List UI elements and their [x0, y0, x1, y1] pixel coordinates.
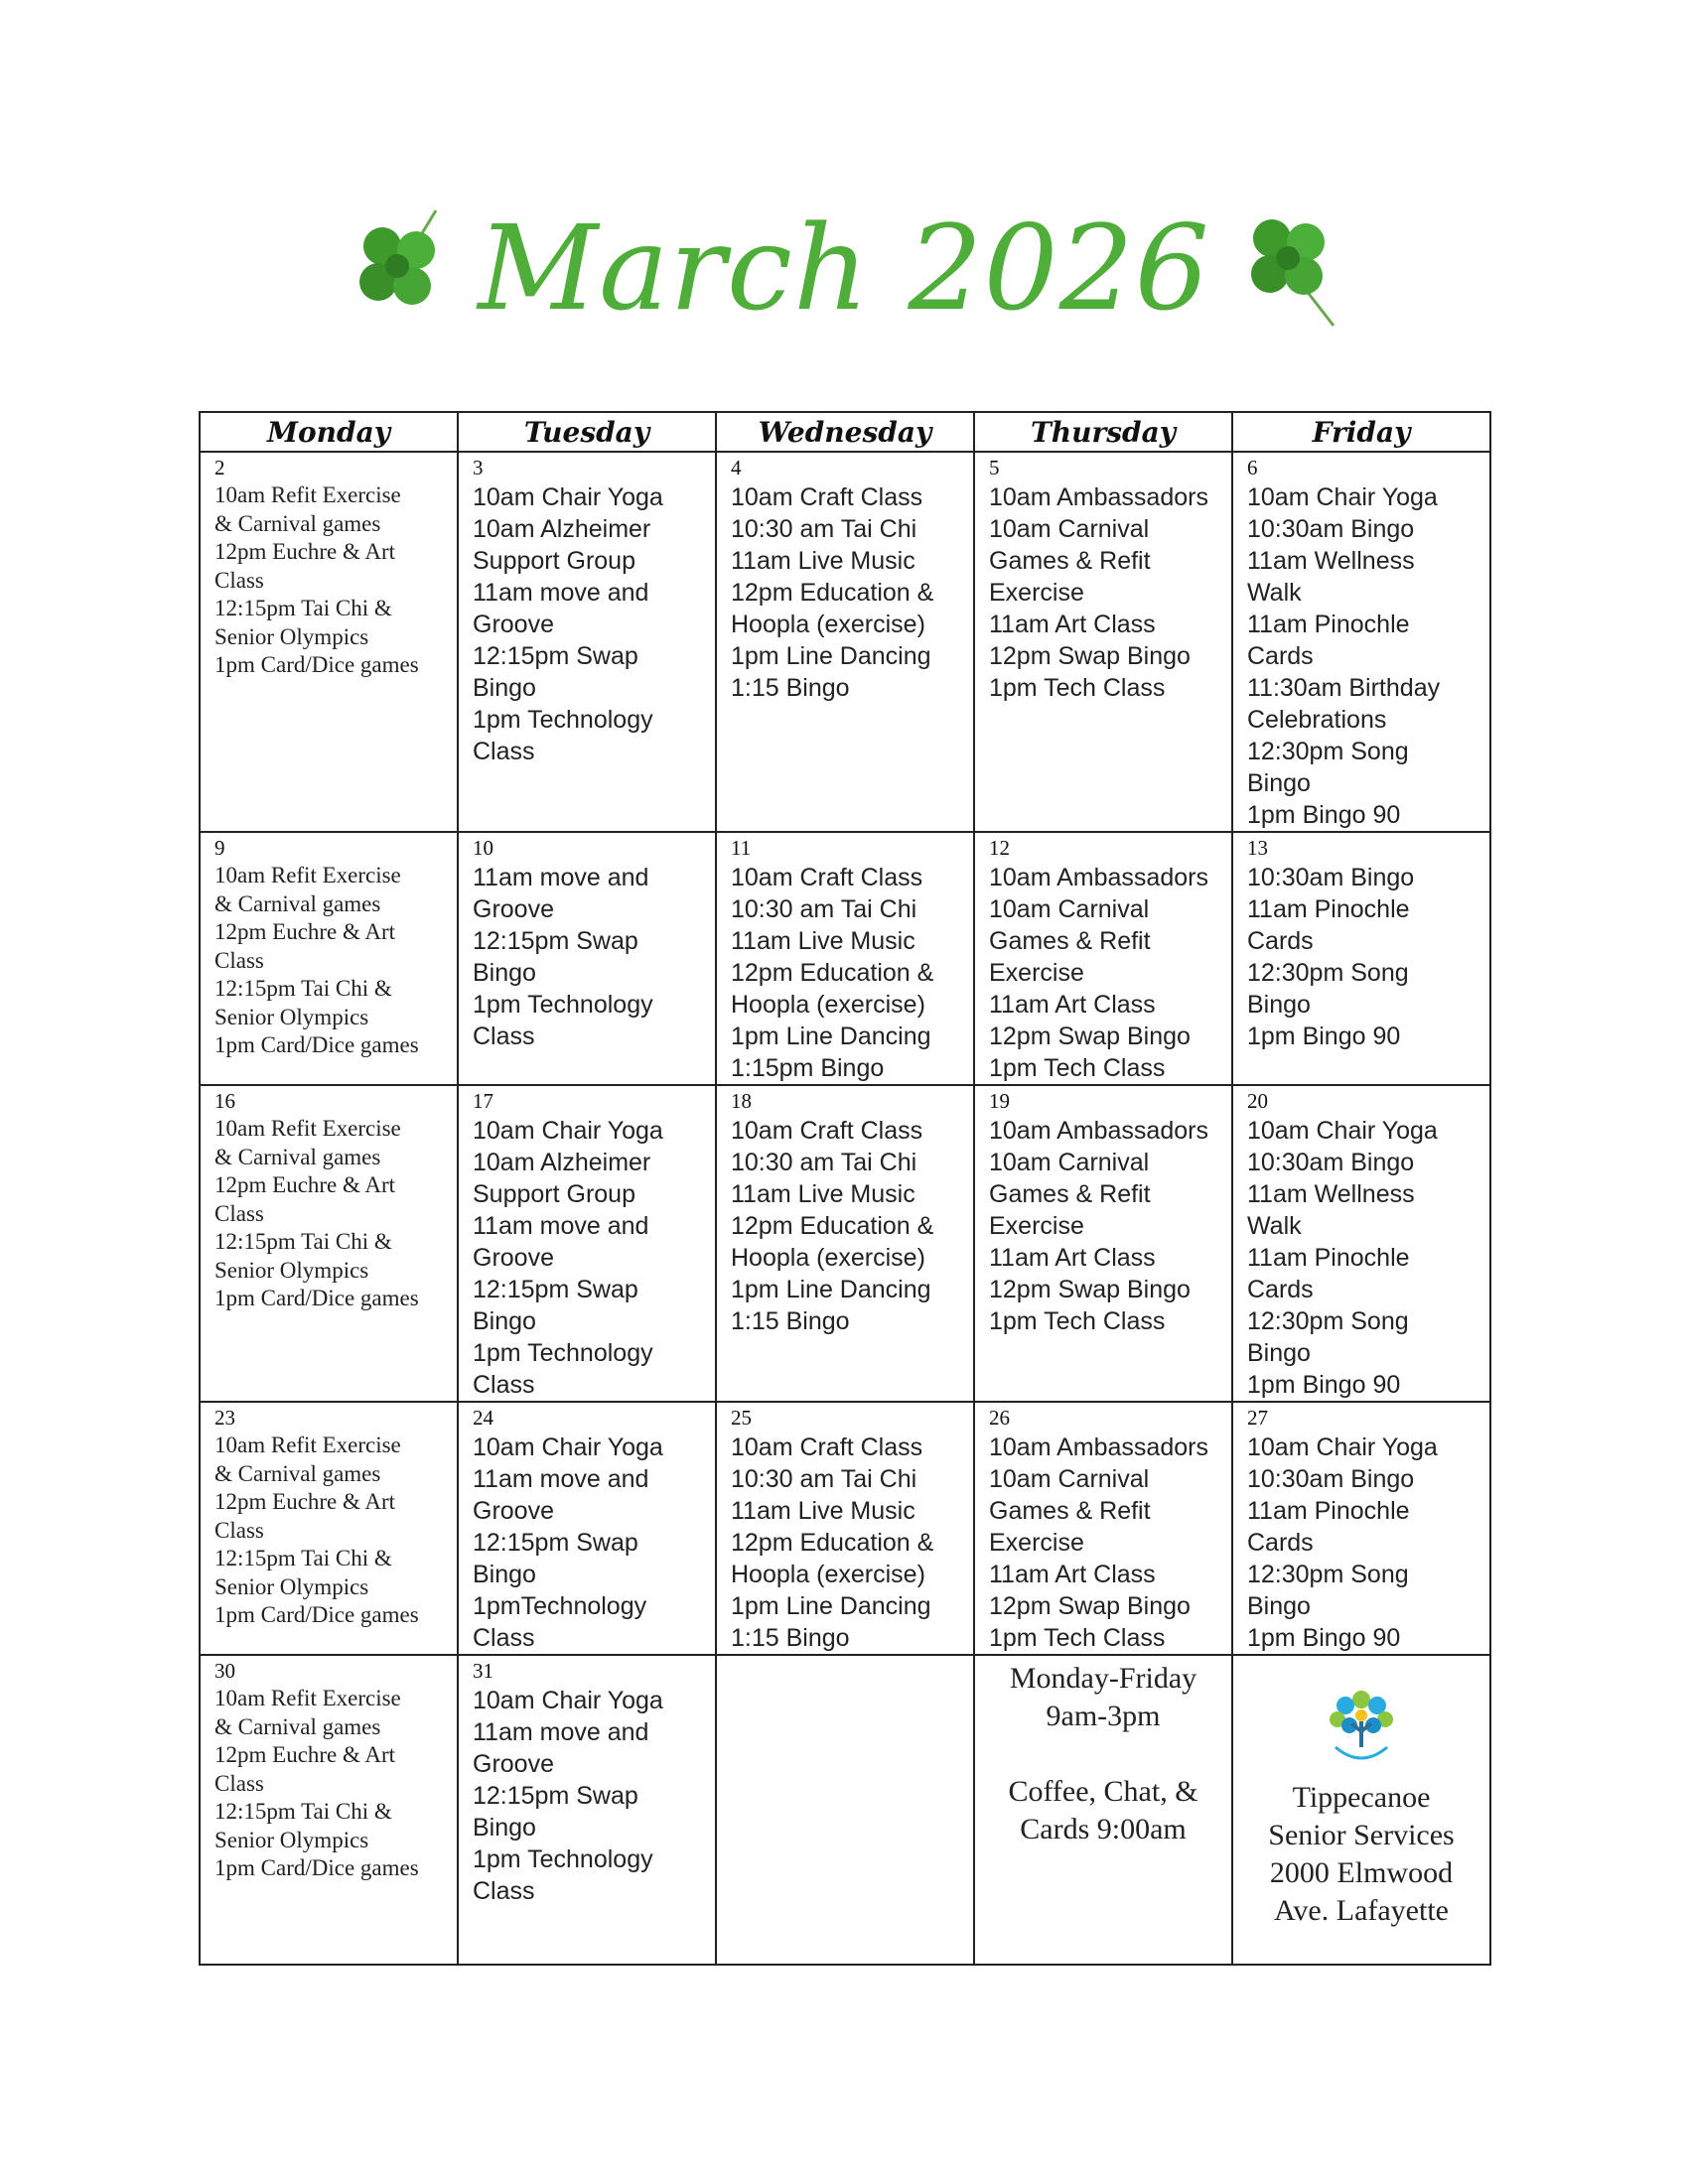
event-line: Class [214, 1517, 264, 1543]
event-line: 11am Live Music [731, 1497, 915, 1525]
event-line: 12pm Swap Bingo [989, 1023, 1191, 1050]
hours-line: 9am-3pm [1046, 1700, 1161, 1732]
hours-info-cell [974, 1655, 1232, 1965]
event-line: 10am Chair Yoga [473, 1117, 663, 1145]
event-line: 11am move and [473, 1718, 649, 1746]
day-number: 23 [214, 1406, 235, 1430]
day-cell [1232, 1402, 1490, 1655]
event-line: Bingo [473, 674, 536, 702]
event-line: Class [214, 947, 264, 973]
event-line: 10am Chair Yoga [1247, 1117, 1438, 1145]
day-cell [716, 832, 974, 1085]
event-line: & Carnival games [214, 510, 381, 536]
event-line: Class [473, 1023, 535, 1050]
day-number: 5 [989, 456, 1000, 479]
event-line: & Carnival games [214, 1144, 381, 1169]
event-list [717, 860, 973, 1084]
day-number: 16 [214, 1089, 235, 1113]
org-line: 2000 Elmwood [1269, 1856, 1454, 1889]
event-line: Celebrations [1247, 706, 1387, 734]
event-line: 12pm Euchre & Art [214, 539, 396, 564]
event-line: 10:30 am Tai Chi [731, 515, 917, 543]
event-line: 10:30am Bingo [1247, 1465, 1415, 1493]
event-line: 10am Refit Exercise [214, 1116, 401, 1141]
event-line: 1pm Bingo 90 [1247, 801, 1401, 829]
day-cell [458, 832, 716, 1085]
event-line: Cards [1247, 642, 1314, 670]
day-cell [200, 452, 458, 832]
event-line: 1pm Bingo 90 [1247, 1023, 1401, 1050]
shamrock-left-icon [345, 208, 454, 328]
event-line: Cards [1247, 927, 1314, 955]
event-line: 1pm Tech Class [989, 674, 1166, 702]
event-line: 12:30pm Song [1247, 738, 1409, 765]
event-line: 10am Alzheimer [473, 1149, 651, 1176]
event-line: Exercise [989, 1529, 1084, 1557]
org-info-cell [1232, 1655, 1490, 1965]
event-line: 11am Art Class [989, 991, 1156, 1019]
event-line: 1pm Bingo 90 [1247, 1624, 1401, 1652]
event-line: 12:15pm Swap [473, 1529, 638, 1557]
event-line: Groove [473, 1244, 554, 1272]
event-list [459, 1113, 715, 1401]
event-line: 10am Craft Class [731, 1433, 923, 1461]
event-line: Hoopla (exercise) [731, 991, 925, 1019]
org-line: Tippecanoe [1292, 1781, 1431, 1814]
day-cell [974, 1402, 1232, 1655]
event-line: Class [473, 1371, 535, 1399]
day-number: 20 [1247, 1089, 1268, 1113]
event-line: 12pm Euchre & Art [214, 1742, 396, 1767]
event-line: 10:30am Bingo [1247, 515, 1415, 543]
event-line: 10am Carnival [989, 895, 1150, 923]
event-list [201, 1113, 457, 1313]
event-line: 12:15pm Swap [473, 1782, 638, 1810]
event-line: 12:15pm Tai Chi & [214, 596, 392, 620]
event-line: 11am Art Class [989, 611, 1156, 638]
day-number: 4 [731, 456, 742, 479]
event-line: Exercise [989, 959, 1084, 987]
event-line: 10am Chair Yoga [473, 1687, 663, 1714]
event-list [459, 1683, 715, 1907]
weekday-header-friday: Friday [1232, 412, 1490, 452]
day-number: 19 [989, 1089, 1010, 1113]
senior-center-logo [1233, 1656, 1489, 1775]
week-row [200, 832, 1490, 1085]
event-list [1233, 1113, 1489, 1401]
event-line: Games & Refit [989, 1497, 1151, 1525]
event-line: 1pm Card/Dice games [214, 1286, 419, 1310]
event-line: 11am Live Music [731, 547, 915, 575]
event-line: Bingo [1247, 769, 1311, 797]
event-list [1233, 1430, 1489, 1654]
day-cell [458, 1085, 716, 1402]
event-line: 1pm Technology [473, 991, 653, 1019]
event-list [975, 860, 1231, 1084]
event-line: 10am Carnival [989, 1465, 1150, 1493]
event-line: Walk [1247, 1212, 1302, 1240]
hours-info [975, 1656, 1231, 1848]
event-line: Hoopla (exercise) [731, 1244, 925, 1272]
event-line: Cards [1247, 1276, 1314, 1303]
event-list [201, 860, 457, 1060]
event-line: Games & Refit [989, 1180, 1151, 1208]
day-cell [974, 832, 1232, 1085]
event-list [717, 1113, 973, 1337]
event-line: 11am Live Music [731, 1180, 915, 1208]
event-line: 12pm Education & [731, 959, 934, 987]
event-line: 10am Craft Class [731, 483, 923, 511]
day-cell [200, 1402, 458, 1655]
event-line: 10am Chair Yoga [473, 483, 663, 511]
event-line: 1pm Technology [473, 706, 653, 734]
event-line: 11am move and [473, 864, 649, 891]
event-line: & Carnival games [214, 1713, 381, 1739]
event-line: 10am Refit Exercise [214, 482, 401, 507]
day-cell [716, 1402, 974, 1655]
event-line: 10am Refit Exercise [214, 863, 401, 887]
event-line: 1pmTechnology [473, 1592, 647, 1620]
hours-line: Monday-Friday [1009, 1662, 1197, 1695]
event-line: 1pm Card/Dice games [214, 652, 419, 677]
day-number: 12 [989, 836, 1010, 860]
event-line: Hoopla (exercise) [731, 611, 925, 638]
event-line: 11am Art Class [989, 1561, 1156, 1588]
day-number: 27 [1247, 1406, 1268, 1430]
event-line: Groove [473, 895, 554, 923]
event-line: Class [214, 1770, 264, 1796]
event-line: Hoopla (exercise) [731, 1561, 925, 1588]
day-number: 13 [1247, 836, 1268, 860]
event-line: 10:30 am Tai Chi [731, 1149, 917, 1176]
calendar-title: March 2026 [478, 200, 1210, 337]
event-line: Class [214, 567, 264, 593]
event-list [975, 479, 1231, 704]
event-list [459, 1430, 715, 1654]
event-line: Bingo [1247, 1339, 1311, 1367]
event-line: 1pm Tech Class [989, 1624, 1166, 1652]
event-line: 1pm Card/Dice games [214, 1855, 419, 1880]
event-list [975, 1430, 1231, 1654]
event-line: 12pm Swap Bingo [989, 1592, 1191, 1620]
event-line: 12:30pm Song [1247, 959, 1409, 987]
event-line: 12:15pm Swap [473, 642, 638, 670]
weekday-header-wednesday: Wednesday [716, 412, 974, 452]
event-line: Walk [1247, 579, 1302, 607]
event-list [459, 860, 715, 1052]
event-line: 10am Carnival [989, 1149, 1150, 1176]
event-line: 12:15pm Swap [473, 1276, 638, 1303]
event-line: 1pm Bingo 90 [1247, 1371, 1401, 1399]
event-line: 10am Ambassadors [989, 864, 1208, 891]
event-line: Support Group [473, 547, 635, 575]
event-line: 11am Pinochle [1247, 1244, 1410, 1272]
day-number: 2 [214, 456, 225, 479]
event-line: Bingo [1247, 1592, 1311, 1620]
event-line: 10am Chair Yoga [473, 1433, 663, 1461]
day-number: 17 [473, 1089, 493, 1113]
week-row [200, 1655, 1490, 1965]
event-line: & Carnival games [214, 890, 381, 916]
event-line: 12:30pm Song [1247, 1307, 1409, 1335]
day-cell [200, 832, 458, 1085]
event-line: 11am Pinochle [1247, 895, 1410, 923]
coffee-line: Cards 9:00am [1020, 1813, 1187, 1845]
event-line: 1pm Line Dancing [731, 1023, 931, 1050]
event-line: 12:30pm Song [1247, 1561, 1409, 1588]
event-line: 1pm Line Dancing [731, 642, 931, 670]
event-line: 12pm Education & [731, 1212, 934, 1240]
event-line: 11am Live Music [731, 927, 915, 955]
week-row [200, 1085, 1490, 1402]
day-number: 31 [473, 1659, 493, 1683]
event-line: Bingo [1247, 991, 1311, 1019]
event-line: Groove [473, 611, 554, 638]
day-cell [974, 1085, 1232, 1402]
event-line: 1:15 Bingo [731, 674, 850, 702]
event-line: 10am Chair Yoga [1247, 1433, 1438, 1461]
day-number: 3 [473, 456, 484, 479]
day-cell [974, 452, 1232, 832]
event-line: Cards [1247, 1529, 1314, 1557]
event-line: 12pm Education & [731, 579, 934, 607]
event-line: 1pm Tech Class [989, 1307, 1166, 1335]
event-line: 12:15pm Tai Chi & [214, 976, 392, 1001]
event-line: 1pm Tech Class [989, 1054, 1166, 1082]
event-line: 10am Alzheimer [473, 515, 651, 543]
event-line: 10am Craft Class [731, 1117, 923, 1145]
weekday-header-monday: Monday [200, 412, 458, 452]
day-cell [716, 452, 974, 832]
coffee-line: Coffee, Chat, & [1008, 1775, 1198, 1808]
day-number: 11 [731, 836, 752, 860]
event-line: Senior Olympics [214, 623, 369, 649]
event-list [201, 1430, 457, 1630]
weekday-header-row [200, 412, 1490, 452]
event-line: 12pm Education & [731, 1529, 934, 1557]
event-list [717, 479, 973, 704]
event-line: 11am Pinochle [1247, 1497, 1410, 1525]
event-list [201, 479, 457, 680]
event-line: Senior Olympics [214, 1827, 369, 1852]
event-line: Class [473, 738, 535, 765]
event-line: Exercise [989, 1212, 1084, 1240]
event-line: 10am Refit Exercise [214, 1433, 401, 1457]
day-cell [716, 1085, 974, 1402]
day-cell [200, 1655, 458, 1965]
event-line: 10am Ambassadors [989, 483, 1208, 511]
event-line: 10:30am Bingo [1247, 864, 1415, 891]
org-line: Ave. Lafayette [1273, 1894, 1449, 1927]
org-line: Senior Services [1268, 1819, 1455, 1851]
event-line: 11am move and [473, 1212, 649, 1240]
event-list [1233, 479, 1489, 831]
event-line: 10am Carnival [989, 515, 1150, 543]
event-line: 1pm Card/Dice games [214, 1602, 419, 1627]
day-number: 26 [989, 1406, 1010, 1430]
event-line: 12:15pm Tai Chi & [214, 1799, 392, 1824]
event-line: 10am Chair Yoga [1247, 483, 1438, 511]
day-cell [1232, 1085, 1490, 1402]
day-cell [458, 452, 716, 832]
event-line: 11am Art Class [989, 1244, 1156, 1272]
event-line: 10am Craft Class [731, 864, 923, 891]
day-cell [458, 1402, 716, 1655]
event-line: Class [473, 1624, 535, 1652]
event-line: Class [473, 1877, 535, 1905]
event-line: 1pm Line Dancing [731, 1276, 931, 1303]
event-line: 11am move and [473, 1465, 649, 1493]
org-address [1233, 1775, 1489, 1930]
day-cell [458, 1655, 716, 1965]
week-row [200, 452, 1490, 832]
event-line: 1:15 Bingo [731, 1624, 850, 1652]
shamrock-right-icon [1234, 208, 1343, 328]
week-row [200, 1402, 1490, 1655]
day-number: 18 [731, 1089, 752, 1113]
event-line: 11am Wellness [1247, 547, 1415, 575]
event-line: 1pm Technology [473, 1339, 653, 1367]
day-cell [1232, 832, 1490, 1085]
event-line: 10am Ambassadors [989, 1117, 1208, 1145]
event-list [459, 479, 715, 767]
day-number: 25 [731, 1406, 752, 1430]
event-line: 10am Ambassadors [989, 1433, 1208, 1461]
day-cell [200, 1085, 458, 1402]
calendar-grid [199, 411, 1491, 1966]
event-line: 1:15 Bingo [731, 1307, 850, 1335]
weekday-header-tuesday: Tuesday [458, 412, 716, 452]
weekday-header-thursday: Thursday [974, 412, 1232, 452]
event-line: Bingo [473, 1561, 536, 1588]
event-line: 11am move and [473, 579, 649, 607]
event-line: 1pm Card/Dice games [214, 1032, 419, 1057]
event-line: 1pm Technology [473, 1845, 653, 1873]
event-line: & Carnival games [214, 1460, 381, 1486]
day-number: 9 [214, 836, 225, 860]
event-line: Bingo [473, 1814, 536, 1842]
day-number: 10 [473, 836, 493, 860]
event-line: 12pm Swap Bingo [989, 1276, 1191, 1303]
event-list [975, 1113, 1231, 1337]
event-line: Senior Olympics [214, 1004, 369, 1029]
event-line: Groove [473, 1750, 554, 1778]
day-number: 6 [1247, 456, 1258, 479]
event-list [1233, 860, 1489, 1052]
event-line: 12pm Euchre & Art [214, 1172, 396, 1197]
event-line: 12:15pm Tai Chi & [214, 1546, 392, 1570]
event-line: 1:15pm Bingo [731, 1054, 885, 1082]
day-number: 30 [214, 1659, 235, 1683]
event-line: 1pm Line Dancing [731, 1592, 931, 1620]
event-line: 10:30 am Tai Chi [731, 1465, 917, 1493]
event-line: Class [214, 1200, 264, 1226]
event-line: Senior Olympics [214, 1257, 369, 1283]
event-line: Exercise [989, 579, 1084, 607]
event-line: Games & Refit [989, 547, 1151, 575]
event-line: Support Group [473, 1180, 635, 1208]
day-cell [1232, 452, 1490, 832]
tree-logo-icon [1322, 1686, 1401, 1769]
event-list [201, 1683, 457, 1883]
event-line: Games & Refit [989, 927, 1151, 955]
event-line: Senior Olympics [214, 1573, 369, 1599]
event-line: 12pm Swap Bingo [989, 642, 1191, 670]
event-line: 10:30 am Tai Chi [731, 895, 917, 923]
empty-cell [716, 1655, 974, 1965]
event-line: 11am Wellness [1247, 1180, 1415, 1208]
event-line: Bingo [473, 959, 536, 987]
event-line: 12pm Euchre & Art [214, 919, 396, 944]
event-list [717, 1430, 973, 1654]
day-number: 24 [473, 1406, 493, 1430]
calendar-header [0, 189, 1688, 347]
event-line: Groove [473, 1497, 554, 1525]
event-line: 11:30am Birthday [1247, 674, 1441, 702]
event-line: 12:15pm Swap [473, 927, 638, 955]
event-line: 12:15pm Tai Chi & [214, 1229, 392, 1254]
event-line: Bingo [473, 1307, 536, 1335]
event-line: 10:30am Bingo [1247, 1149, 1415, 1176]
event-line: 10am Refit Exercise [214, 1686, 401, 1710]
event-line: 11am Pinochle [1247, 611, 1410, 638]
event-line: 12pm Euchre & Art [214, 1489, 396, 1514]
